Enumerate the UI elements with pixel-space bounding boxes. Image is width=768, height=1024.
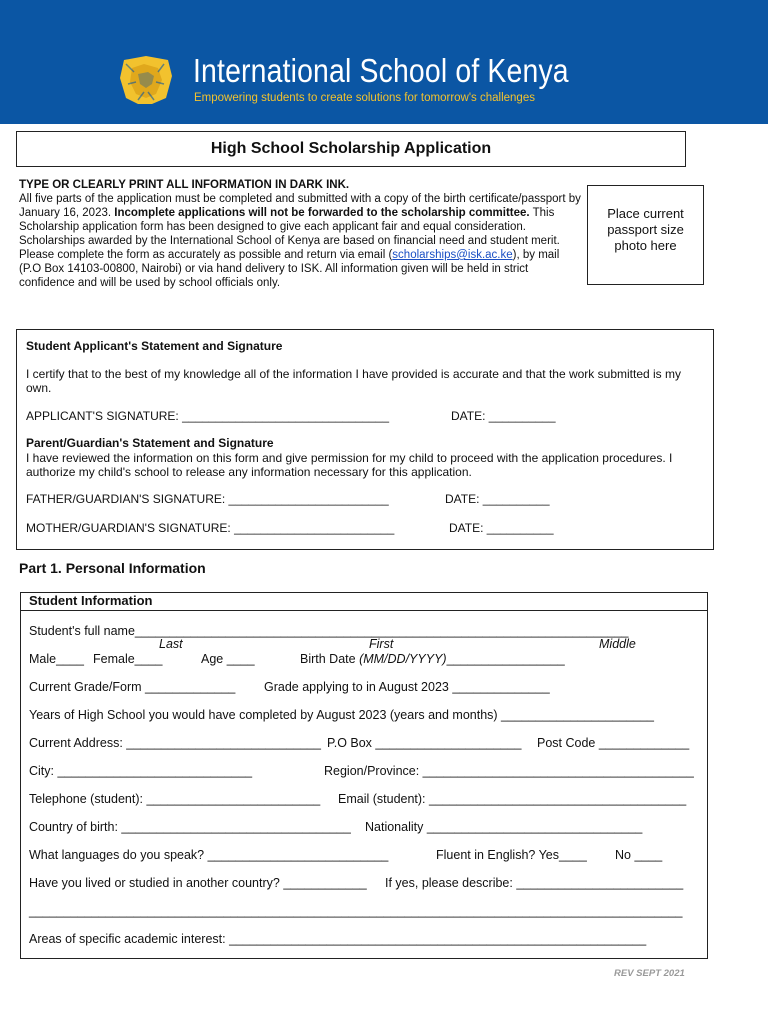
applicant-statement-text: I certify that to the best of my knowledge all of the information I have provided is accurate and that the work submitted is my own. bbox=[26, 367, 681, 395]
intro-paragraph-part2: This Scholarship application form has been designed to give each applicant fair and equal consideration. Scholarships awarded by the International School of Kenya are based on financial need and student merit. Please complete the form as accurately as possible and return via email ( bbox=[19, 207, 560, 261]
languages-field[interactable]: What languages do you speak? __________________________ bbox=[29, 848, 389, 862]
age-field[interactable]: Age ____ bbox=[201, 652, 255, 666]
describe-continuation-line[interactable]: ______________________________________________________________________________________________ bbox=[29, 904, 683, 918]
header-banner bbox=[0, 0, 768, 124]
region-field[interactable]: Region/Province: _______________________________________ bbox=[324, 764, 694, 778]
post-code-field[interactable]: Post Code _____________ bbox=[537, 736, 690, 750]
last-name-label: Last bbox=[159, 637, 183, 651]
telephone-field[interactable]: Telephone (student): _________________________ bbox=[29, 792, 321, 806]
academic-interest-field[interactable]: Areas of specific academic interest: ____________________________________________________________ bbox=[29, 932, 647, 946]
intro-warning: Incomplete applications will not be forwarded to the scholarship committee. bbox=[114, 207, 530, 219]
photo-line-2: passport size bbox=[607, 222, 684, 237]
birth-date-label: Birth Date bbox=[300, 652, 360, 666]
school-name: International School of Kenya bbox=[193, 52, 569, 89]
revision-label: REV SEPT 2021 bbox=[614, 968, 685, 979]
parent-statement-text: I have reviewed the information on this form and give permission for my child to proceed with the application procedures. I authorize my child's school to release any information necessary for this application. bbox=[26, 451, 673, 479]
middle-name-label: Middle bbox=[599, 637, 636, 651]
applicant-date-field[interactable]: DATE: __________ bbox=[451, 409, 556, 423]
male-field[interactable]: Male____ bbox=[29, 652, 84, 666]
mother-signature-field[interactable]: MOTHER/GUARDIAN'S SIGNATURE: ________________________ bbox=[26, 521, 395, 535]
nationality-field[interactable]: Nationality _______________________________ bbox=[365, 820, 643, 834]
intro-paragraph-part1: All five parts of the application must be completed and submitted with a copy of the birth certificate/passport by January 16, 2023. bbox=[19, 193, 581, 219]
applicant-statement-heading: Student Applicant's Statement and Signature bbox=[26, 339, 283, 353]
describe-field[interactable]: If yes, please describe: ________________________ bbox=[385, 876, 684, 890]
first-name-label: First bbox=[369, 637, 394, 651]
father-date-field[interactable]: DATE: __________ bbox=[445, 492, 550, 506]
intro-paragraph-part3: ), by mail (P.O Box 14103-00800, Nairobi) or via hand delivery to ISK. All information given will be held in strict confidence and will be used by school officials only. bbox=[19, 249, 560, 289]
student-information-section bbox=[20, 592, 708, 959]
current-address-field[interactable]: Current Address: ____________________________ bbox=[29, 736, 321, 750]
po-box-field[interactable]: P.O Box _____________________ bbox=[327, 736, 522, 750]
current-grade-field[interactable]: Current Grade/Form _____________ bbox=[29, 680, 236, 694]
lion-head-icon bbox=[118, 54, 174, 106]
statement-section bbox=[16, 329, 714, 550]
years-high-school-field[interactable]: Years of High School you would have completed by August 2023 (years and months) ______________________ bbox=[29, 708, 654, 722]
grade-applying-field[interactable]: Grade applying to in August 2023 ______________ bbox=[264, 680, 550, 694]
photo-placeholder bbox=[587, 185, 704, 285]
full-name-field[interactable]: Student's full name_______________________________________________________________________ bbox=[29, 624, 629, 638]
part1-title: Part 1. Personal Information bbox=[19, 560, 206, 576]
father-signature-field[interactable]: FATHER/GUARDIAN'S SIGNATURE: ________________________ bbox=[26, 492, 389, 506]
page-title: High School Scholarship Application bbox=[16, 131, 686, 167]
lived-abroad-field[interactable]: Have you lived or studied in another country? ____________ bbox=[29, 876, 367, 890]
fluent-english-yes-field[interactable]: Fluent in English? Yes____ bbox=[436, 848, 587, 862]
scholarship-email-link[interactable]: scholarships@isk.ac.ke bbox=[392, 249, 513, 261]
applicant-signature-field[interactable]: APPLICANT'S SIGNATURE: _______________________________ bbox=[26, 409, 389, 423]
intro-text bbox=[19, 178, 581, 290]
photo-line-3: photo here bbox=[614, 238, 677, 253]
intro-heading: TYPE OR CLEARLY PRINT ALL INFORMATION IN DARK INK. bbox=[19, 179, 350, 191]
email-field[interactable]: Email (student): _____________________________________ bbox=[338, 792, 687, 806]
school-tagline: Empowering students to create solutions for tomorrow's challenges bbox=[194, 92, 535, 104]
student-information-heading: Student Information bbox=[21, 593, 707, 611]
parent-statement-heading: Parent/Guardian's Statement and Signature bbox=[26, 436, 274, 450]
mother-date-field[interactable]: DATE: __________ bbox=[449, 521, 554, 535]
city-field[interactable]: City: ____________________________ bbox=[29, 764, 253, 778]
birth-date-format: (MM/DD/YYYY) bbox=[359, 652, 447, 666]
birth-date-line: _________________ bbox=[446, 652, 565, 666]
fluent-english-no-field[interactable]: No ____ bbox=[615, 848, 663, 862]
female-field[interactable]: Female____ bbox=[93, 652, 163, 666]
birth-date-field[interactable] bbox=[300, 652, 565, 666]
country-of-birth-field[interactable]: Country of birth: _________________________________ bbox=[29, 820, 351, 834]
photo-line-1: Place current bbox=[607, 206, 684, 221]
